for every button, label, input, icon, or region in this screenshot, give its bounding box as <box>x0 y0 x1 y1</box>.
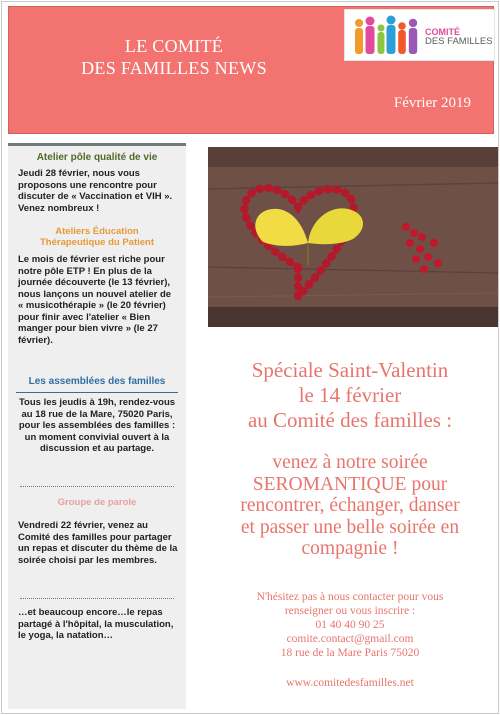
sidebar-section-text: Vendredi 22 février, venez au Comité des familles pour partager un repas et discuter du thème de la soirée choisi par les membres. <box>18 520 178 566</box>
sidebar-section-text: Le mois de février est riche pour notre pôle ETP ! En plus de la journée découverte (le 13 février), nous lançons un nouvel atelier de « musicothérapie » (le 20 février) pour finir avec l'atelier « Bien manger pour bien vivre » (le 27 février). <box>18 254 172 346</box>
sidebar-section-qualite <box>8 152 186 214</box>
event-title-line-1: Spéciale Saint-Valentin <box>251 358 449 382</box>
contact-email-link[interactable]: comite.contact@gmail.com <box>286 633 414 645</box>
website-link[interactable]: www.comitedesfamilles.net <box>286 677 414 689</box>
event-body-line-2: SEROMANTIQUE pour <box>252 473 448 495</box>
event-body-line-1: venez à notre soirée <box>272 452 428 473</box>
sidebar-section-assemblees <box>8 376 186 388</box>
event-title <box>200 358 500 433</box>
issue-date: Février 2019 <box>393 95 471 111</box>
sidebar-section-etp <box>8 226 186 346</box>
sidebar-title-line-1: Ateliers Éducation <box>55 226 139 237</box>
sidebar-section-autres <box>8 607 186 642</box>
logo-line-2: DES FAMILLES <box>425 36 493 47</box>
event-body-line-3: rencontrer, échanger, danser <box>240 495 460 516</box>
event-title-line-2: le 14 février <box>298 383 402 407</box>
sidebar-section-text: Tous les jeudis à 19h, rendez-vous au 18 rue de la Mare, 75020 Paris, pour les assemblées des familles : un moment convivial ouvert à la discussion et au partage. <box>18 397 176 454</box>
sidebar-section-parole <box>8 497 186 566</box>
newsletter-title <box>64 35 284 79</box>
title-line-2: DES FAMILLES NEWS <box>81 58 267 78</box>
contact-intro-line-2: renseigner ou vous inscrire : <box>284 605 416 617</box>
sidebar-section-title <box>8 226 186 248</box>
event-body-line-4: et passer une belle soirée en <box>240 516 460 538</box>
event-title-line-3: au Comité des familles : <box>247 408 453 432</box>
family-figures-icon <box>351 14 423 58</box>
event-description <box>200 452 500 560</box>
comite-logo <box>344 9 495 61</box>
title-line-1: LE COMITÉ <box>124 36 224 56</box>
sidebar-section-text: …et beaucoup encore…le repas partagé à l'hôpital, la musculation, le yoga, la natation… <box>18 607 174 641</box>
sidebar <box>8 143 186 709</box>
newsletter-header <box>8 6 494 134</box>
event-body-line-5: compagnie ! <box>301 538 399 559</box>
sidebar-title-line-2: Thérapeutique du Patient <box>39 237 154 248</box>
sidebar-section-title: Groupe de parole <box>57 497 137 508</box>
sidebar-divider <box>16 392 178 393</box>
heart-berries-image <box>208 147 498 327</box>
sidebar-section-title: Atelier pôle qualité de vie <box>36 152 158 163</box>
logo-line-1: COMITÉ <box>425 27 460 37</box>
logo-text <box>425 27 493 47</box>
contact-address: 18 rue de la Mare Paris 75020 <box>280 647 420 659</box>
contact-phone[interactable]: 01 40 40 90 25 <box>315 619 385 631</box>
sidebar-section-assemblees-body <box>8 397 186 455</box>
sidebar-section-text: Jeudi 28 février, nous vous proposons une rencontre pour discuter de « Vaccination et VIH ». Venez nombreux ! <box>18 168 173 214</box>
sidebar-divider <box>20 598 174 599</box>
sidebar-divider <box>20 486 174 487</box>
sidebar-section-title: Les assemblées des familles <box>28 376 166 387</box>
contact-intro-line-1: N'hésitez pas à nous contacter pour vous <box>256 591 444 603</box>
contact-info <box>204 590 496 660</box>
valentine-photo <box>208 147 498 327</box>
